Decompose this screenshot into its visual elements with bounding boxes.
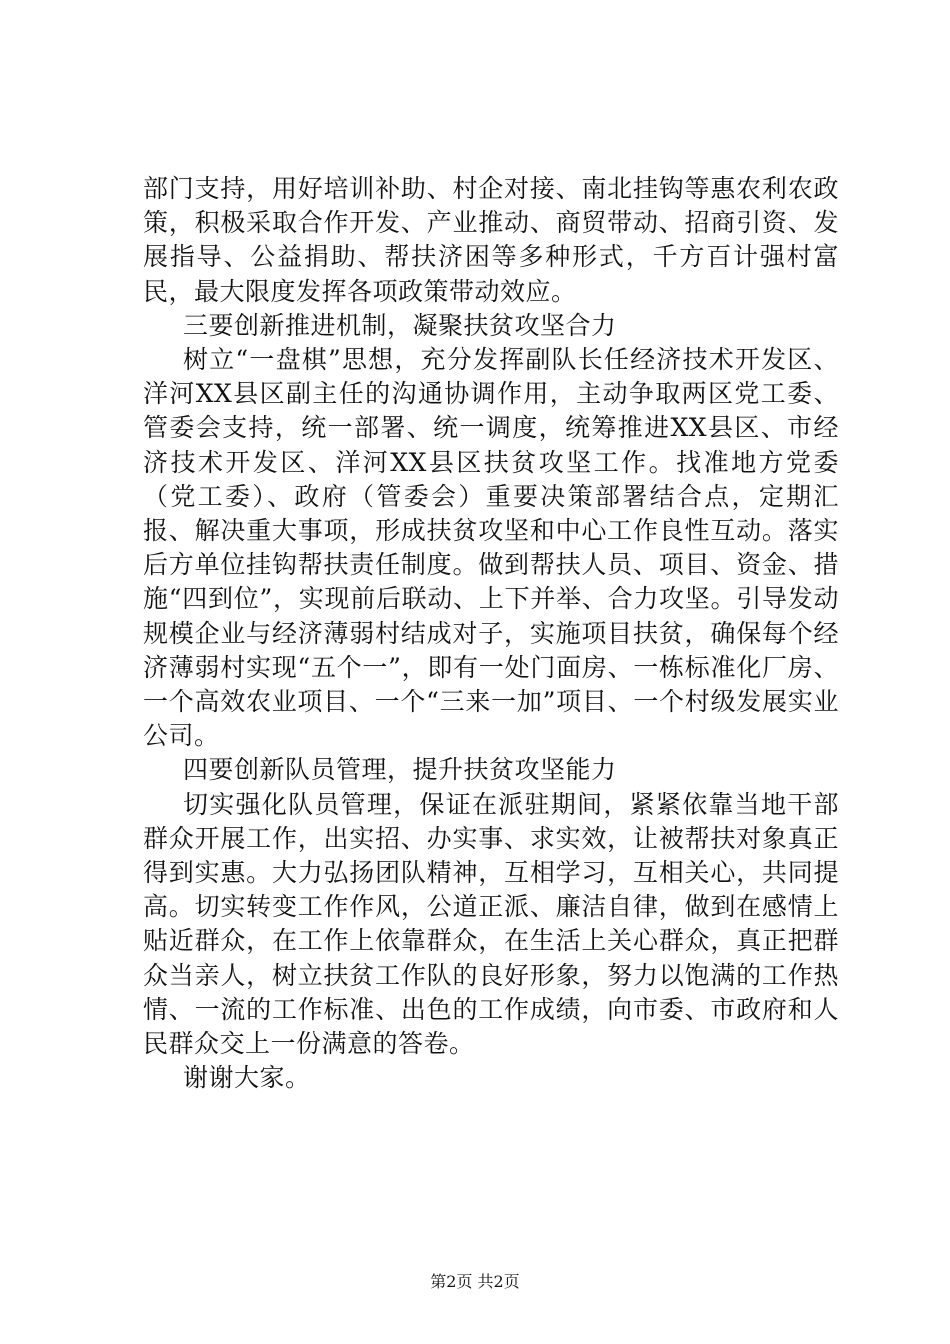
section-heading-three: 三要创新推进机制，凝聚扶贫攻坚合力	[183, 310, 617, 340]
page-footer	[0, 1272, 950, 1292]
closing-thanks: 谢谢大家。	[183, 1063, 311, 1093]
paragraph-continuation: 部门支持，用好培训补助、村企对接、南北挂钩等惠农利农政策，积极采取合作开发、产业推动、商贸带动、招商引资、发展指导、公益捐助、帮扶济困等多种形式，千方百计强村富民，最大限度发挥各项政策带动效应。	[143, 174, 839, 306]
paragraph-management: 切实强化队员管理，保证在派驻期间，紧紧依靠当地干部群众开展工作，出实招、办实事、求实效，让被帮扶对象真正得到实惠。大力弘扬团队精神，互相学习，互相关心，共同提高。切实转变工作作风，公道正派、廉洁自律，做到在感情上贴近群众，在工作上依靠群众，在生活上关心群众，真正把群众当亲人，树立扶贫工作队的良好形象，努力以饱满的工作热情、一流的工作标准、出色的工作成绩，向市委、市政府和人民群众交上一份满意的答卷。	[143, 789, 839, 1059]
paragraph-mechanism: 树立“一盘棋”思想，充分发挥副队长任经济技术开发区、洋河XX县区副主任的沟通协调作用，主动争取两区党工委、管委会支持，统一部署、统一调度，统筹推进XX县区、市经济技术开发区、洋河XX县区扶贫攻坚工作。找准地方党委（党工委）、政府（管委会）重要决策部署结合点，定期汇报、解决重大事项，形成扶贫攻坚和中心工作良性互动。落实后方单位挂钩帮扶责任制度。做到帮扶人员、项目、资金、措施“四到位”，实现前后联动、上下并举、合力攻坚。引导发动规模企业与经济薄弱村结成对子，实施项目扶贫，确保每个经济薄弱村实现“五个一”，即有一处门面房、一栋标准化厂房、一个高效农业项目、一个“三来一加”项目、一个村级发展实业公司。	[143, 345, 839, 751]
document-body	[143, 172, 839, 1095]
page-number-label: 第2页 共2页	[430, 1272, 520, 1291]
section-heading-four: 四要创新队员管理，提升扶贫攻坚能力	[183, 755, 617, 785]
